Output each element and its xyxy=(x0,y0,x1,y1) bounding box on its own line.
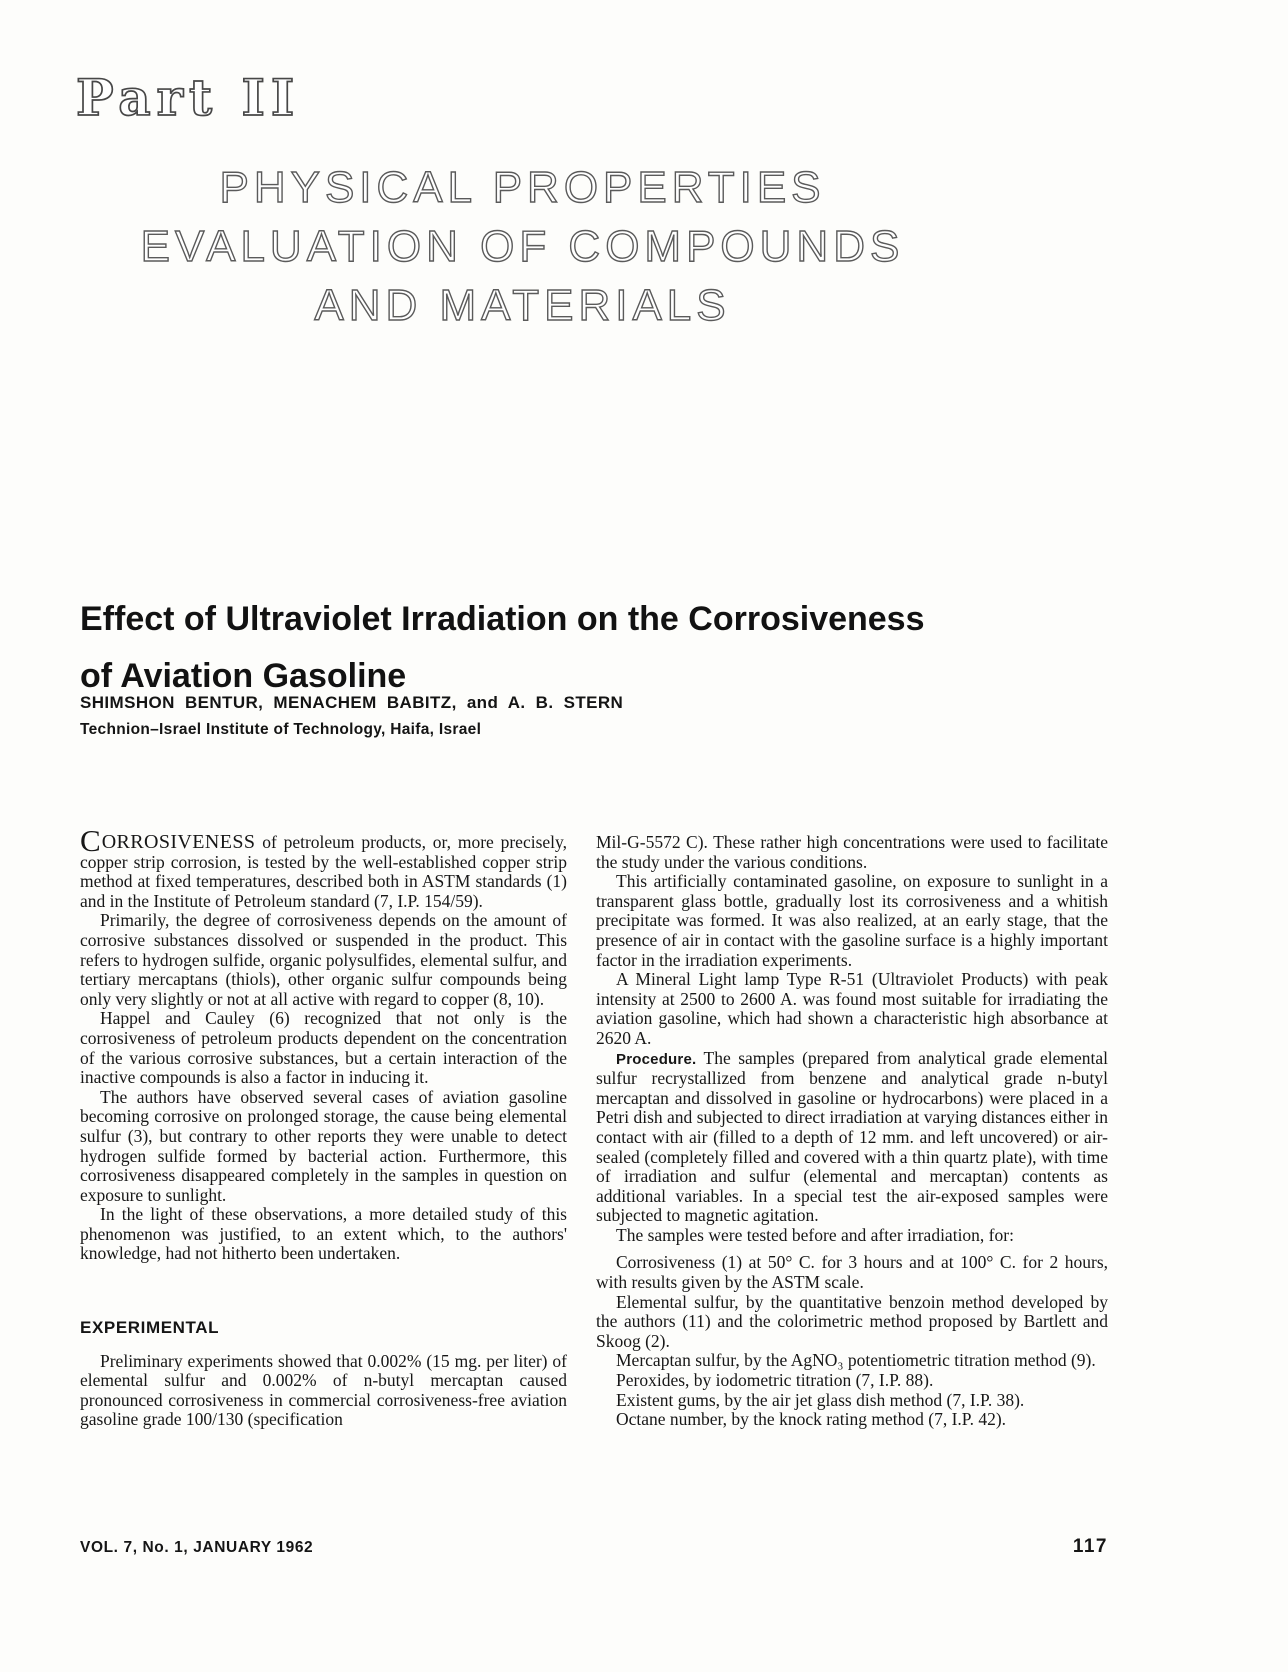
page-number: 117 xyxy=(1072,1536,1108,1557)
methods-list xyxy=(596,1253,1108,1429)
part-label: Part II xyxy=(76,68,301,127)
paragraph: Happel and Cauley (6) recognized that not only is the corrosiveness of petroleum products dependent on the concentration of the various corrosive substances, but a certain interaction of the inactive compounds is also a factor in inducing it. xyxy=(80,1008,567,1088)
authors-line: SHIMSHON BENTUR, MENACHEM BABITZ, and A. B. STERN xyxy=(80,693,624,712)
procedure-paragraph xyxy=(596,1049,1108,1226)
lead-word: ORROSIVENESS xyxy=(101,831,256,853)
article-title xyxy=(80,591,1140,705)
paragraph: This artificially contaminated gasoline, on exposure to sunlight in a transparent glass bottle, gradually lost its corrosiveness and a whitish precipitate was formed. It was also realized, at an early stage, that the presence of air in contact with the gasoline surface is a highly important factor in the irradiation experiments. xyxy=(596,871,1108,970)
procedure-label: Procedure. xyxy=(616,1050,697,1068)
section-title-line-1: PHYSICAL PROPERTIES xyxy=(219,163,826,212)
paragraph: The authors have observed several cases of aviation gasoline becoming corrosive on prolonged storage, the cause being elemental sulfur (3), but contrary to other reports they were unable to detect hydrogen sulfide formed by bacterial action. Furthermore, this corrosiveness disappeared completely in the samples in question on exposure to sunlight. xyxy=(80,1086,567,1205)
lead-text: of petroleum products, or, more precisely, copper strip corrosion, is tested by the well-established copper strip method at fixed temperatures, described both in ASTM standards (1) and in the Institute of Petroleum standard (7, I.P. 154/59). xyxy=(80,832,567,911)
lead-paragraph xyxy=(80,823,567,911)
lead-initial-cap: C xyxy=(80,823,102,858)
method-item: Peroxides, by iodometric titration (7, I.P. 88). xyxy=(616,1370,934,1391)
paragraph: The samples were tested before and after irradiation, for: xyxy=(616,1224,1014,1245)
paragraph: A Mineral Light lamp Type R-51 (Ultraviolet Products) with peak intensity at 2500 to 2600 A. was found most suitable for irradiating the aviation gasoline, which had shown a characteristic high absorbance at 2620 A. xyxy=(596,969,1108,1048)
section-title-block xyxy=(0,158,1045,335)
method-item: Octane number, by the knock rating method (7, I.P. 42). xyxy=(616,1409,1007,1430)
paragraph: In the light of these observations, a more detailed study of this phenomenon was justified, to an extent which, to the authors' knowledge, had not hitherto been undertaken. xyxy=(80,1204,567,1264)
paragraph: Mil-G-5572 C). These rather high concentrations were used to facilitate the study under the various conditions. xyxy=(596,832,1108,872)
affiliation-line: Technion–Israel Institute of Technology, Haifa, Israel xyxy=(80,721,482,738)
body-columns xyxy=(80,823,1108,1430)
left-column xyxy=(80,823,567,1430)
paragraph: Preliminary experiments showed that 0.002% (15 mg. per liter) of elemental sulfur and 0.002% of n-butyl mercaptan caused pronounced corrosiveness in commercial corrosiveness-free aviation gasoline grade 100/130 (specification xyxy=(80,1350,567,1430)
method-item: Mercaptan sulfur, by the AgNO₃ potentiometric titration method (9). xyxy=(616,1350,1096,1371)
article-title-line-2: of Aviation Gasoline xyxy=(80,656,407,695)
procedure-text: The samples (prepared from analytical grade elemental sulfur recrystallized from benzene and analytical grade n-butyl mercaptan and dissolved in gasoline or hydrocarbons) were placed in a Petri dish and subjected to direct irradiation at varying distances either in contact with air (filled to a depth of 12 mm. and left uncovered) or air-sealed (completely filled and covered with a thin quartz plate), with time of irradiation and sulfur (elemental and mercaptan) contents as additional variables. In a special test the air-exposed samples were subjected to magnetic agitation. xyxy=(596,1047,1108,1226)
article-title-line-1: Effect of Ultraviolet Irradiation on the Corrosiveness xyxy=(80,599,925,638)
experimental-heading: EXPERIMENTAL xyxy=(80,1318,220,1338)
method-item: Corrosiveness (1) at 50° C. for 3 hours and at 100° C. for 2 hours, with results given by the ASTM scale. xyxy=(596,1252,1108,1293)
method-item: Elemental sulfur, by the quantitative benzoin method developed by the authors (11) and the colorimetric method proposed by Bartlett and Skoog (2). xyxy=(596,1291,1108,1351)
paragraph: Primarily, the degree of corrosiveness depends on the amount of corrosive substances dissolved or suspended in the product. This refers to hydrogen sulfide, organic polysulfides, elemental sulfur, and tertiary mercaptans (thiols), other organic sulfur compounds being only very slightly or not at all active with regard to copper (8, 10). xyxy=(80,910,567,1009)
page-footer xyxy=(80,1536,1108,1558)
section-title-line-2: EVALUATION OF COMPOUNDS xyxy=(140,222,905,271)
journal-info: VOL. 7, No. 1, JANUARY 1962 xyxy=(80,1539,314,1556)
method-item: Existent gums, by the air jet glass dish method (7, I.P. 38). xyxy=(616,1389,1025,1410)
right-column xyxy=(596,833,1108,1430)
section-title-line-3: AND MATERIALS xyxy=(314,281,731,330)
